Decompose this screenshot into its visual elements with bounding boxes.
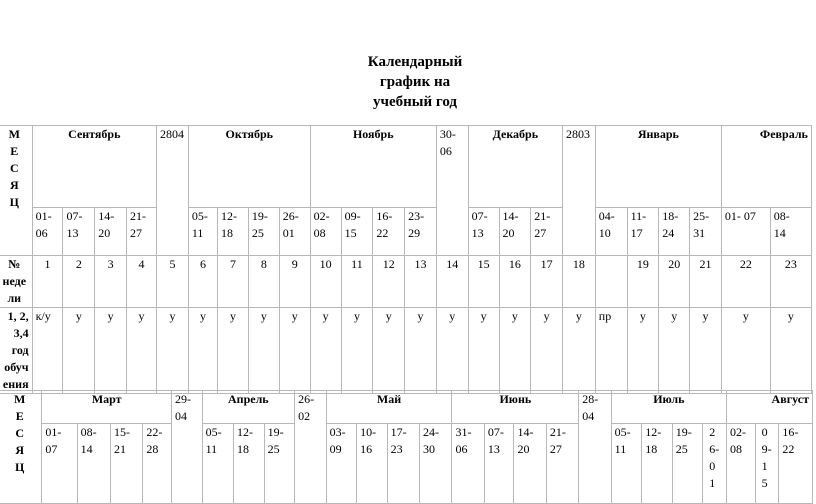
separator-week-2: 30- 06 — [436, 126, 468, 256]
week-number: 18 — [563, 256, 596, 308]
week-number: 9 — [279, 256, 310, 308]
week-range: 12- 18 — [234, 424, 265, 504]
title-line-3: учебный год — [373, 94, 457, 110]
week-number: 13 — [405, 256, 437, 308]
week-range: 16- 22 — [779, 424, 813, 504]
week-range: 01- 07 — [42, 424, 77, 504]
month-january: Январь — [595, 126, 721, 208]
week-range: 08- 14 — [77, 424, 110, 504]
month-label: М Е С Я Ц — [0, 391, 42, 504]
week-range: 05- 11 — [611, 424, 642, 504]
month-june: Июнь — [452, 391, 579, 424]
week-range: 05- 11 — [188, 208, 217, 256]
calendar-table-autumn-winter — [0, 125, 812, 394]
week-range: 07- 13 — [468, 208, 499, 256]
week-range: 19- 25 — [672, 424, 703, 504]
week-range: 01- 07 — [721, 208, 770, 256]
week-range: 11- 17 — [627, 208, 659, 256]
week-range: 03- 09 — [326, 424, 357, 504]
week-range: 15- 21 — [110, 424, 142, 504]
week-number: 3 — [95, 256, 127, 308]
week-number: 19 — [627, 256, 659, 308]
month-label: М Е С Я Ц — [0, 126, 32, 256]
week-range: 25- 31 — [690, 208, 722, 256]
week-range: 19- 25 — [264, 424, 295, 504]
study-years-label: 1, 2, 3,4 год обуч ения — [0, 308, 32, 394]
week-number: 22 — [721, 256, 770, 308]
week-range: 08- 14 — [770, 208, 811, 256]
week-number — [595, 256, 627, 308]
study-cell: у — [341, 308, 373, 394]
month-september: Сентябрь — [32, 126, 156, 208]
week-range: 31- 06 — [452, 424, 484, 504]
week-number: 1 — [32, 256, 63, 308]
week-number: 11 — [341, 256, 373, 308]
study-cell: у — [63, 308, 95, 394]
study-cell: у — [310, 308, 341, 394]
study-cell: у — [690, 308, 722, 394]
week-range: 12- 18 — [642, 424, 673, 504]
study-cell: у — [157, 308, 189, 394]
title-line-2: график на — [379, 74, 451, 90]
study-cell: у — [659, 308, 690, 394]
week-number: 2 — [63, 256, 95, 308]
week-range: 17- 23 — [387, 424, 419, 504]
week-range: 2 6- 0 1 — [703, 424, 727, 504]
study-row — [0, 308, 812, 394]
week-range: 14- 20 — [499, 208, 531, 256]
study-cell: у — [627, 308, 659, 394]
week-number: 4 — [127, 256, 157, 308]
week-number: 5 — [157, 256, 189, 308]
week-number: 7 — [218, 256, 249, 308]
page-title — [0, 52, 816, 112]
week-range: 09- 15 — [341, 208, 373, 256]
study-cell: у — [279, 308, 310, 394]
week-range: 10- 16 — [357, 424, 388, 504]
month-march: Март — [42, 391, 172, 424]
week-range: 16- 22 — [373, 208, 405, 256]
week-number: 10 — [310, 256, 341, 308]
study-cell: у — [770, 308, 811, 394]
month-october: Октябрь — [188, 126, 310, 208]
study-cell: у — [721, 308, 770, 394]
week-number: 17 — [531, 256, 563, 308]
month-july: Июль — [611, 391, 726, 424]
week-range: 01- 06 — [32, 208, 63, 256]
week-number: 14 — [436, 256, 468, 308]
study-cell: у — [218, 308, 249, 394]
week-number: 16 — [499, 256, 531, 308]
study-cell: у — [436, 308, 468, 394]
week-number: 8 — [248, 256, 279, 308]
week-number: 12 — [373, 256, 405, 308]
separator-week-1: 2804 — [157, 126, 189, 256]
week-range: 26- 01 — [279, 208, 310, 256]
calendar-table-spring-summer — [0, 390, 813, 504]
study-cell: к/у — [32, 308, 63, 394]
study-cell: у — [468, 308, 499, 394]
study-cell: у — [373, 308, 405, 394]
week-range: 18- 24 — [659, 208, 690, 256]
week-range: 23- 29 — [405, 208, 437, 256]
week-range: 21- 27 — [531, 208, 563, 256]
week-range: 14- 20 — [95, 208, 127, 256]
month-november: Ноябрь — [310, 126, 436, 208]
week-range: 14- 20 — [514, 424, 546, 504]
week-number: 15 — [468, 256, 499, 308]
week-range: 24- 30 — [420, 424, 452, 504]
month-december: Декабрь — [468, 126, 562, 208]
study-cell: у — [188, 308, 217, 394]
week-range: 02- 08 — [310, 208, 341, 256]
study-cell: у — [531, 308, 563, 394]
study-cell: у — [405, 308, 437, 394]
separator-week-3: 2803 — [563, 126, 596, 256]
week-number-label: № неде ли — [0, 256, 32, 308]
separator-week-1: 29- 04 — [172, 391, 203, 504]
month-august: Август — [727, 391, 813, 424]
separator-week-2: 26- 02 — [295, 391, 326, 504]
week-range: 12- 18 — [218, 208, 249, 256]
week-range: 21- 27 — [546, 424, 578, 504]
study-cell: у — [563, 308, 596, 394]
study-cell: у — [499, 308, 531, 394]
week-range: 04- 10 — [595, 208, 627, 256]
week-number: 6 — [188, 256, 217, 308]
week-range: 07- 13 — [484, 424, 514, 504]
week-range: 07- 13 — [63, 208, 95, 256]
week-range: 05- 11 — [202, 424, 233, 504]
month-february: Февраль — [721, 126, 811, 208]
separator-week-3: 28- 04 — [579, 391, 611, 504]
month-april: Апрель — [202, 391, 295, 424]
week-number: 21 — [690, 256, 722, 308]
week-number: 20 — [659, 256, 690, 308]
title-line-1: Календарный — [367, 54, 463, 70]
study-cell: у — [95, 308, 127, 394]
study-cell-practice: пр — [595, 308, 627, 394]
week-range: 21- 27 — [127, 208, 157, 256]
week-range: 02- 08 — [727, 424, 756, 504]
month-may: Май — [326, 391, 452, 424]
study-cell: у — [127, 308, 157, 394]
week-number-row — [0, 256, 812, 308]
week-range: 0 9- 1 5 — [755, 424, 779, 504]
study-cell: у — [248, 308, 279, 394]
week-range: 19- 25 — [248, 208, 279, 256]
week-range: 22- 28 — [143, 424, 172, 504]
week-number: 23 — [770, 256, 811, 308]
